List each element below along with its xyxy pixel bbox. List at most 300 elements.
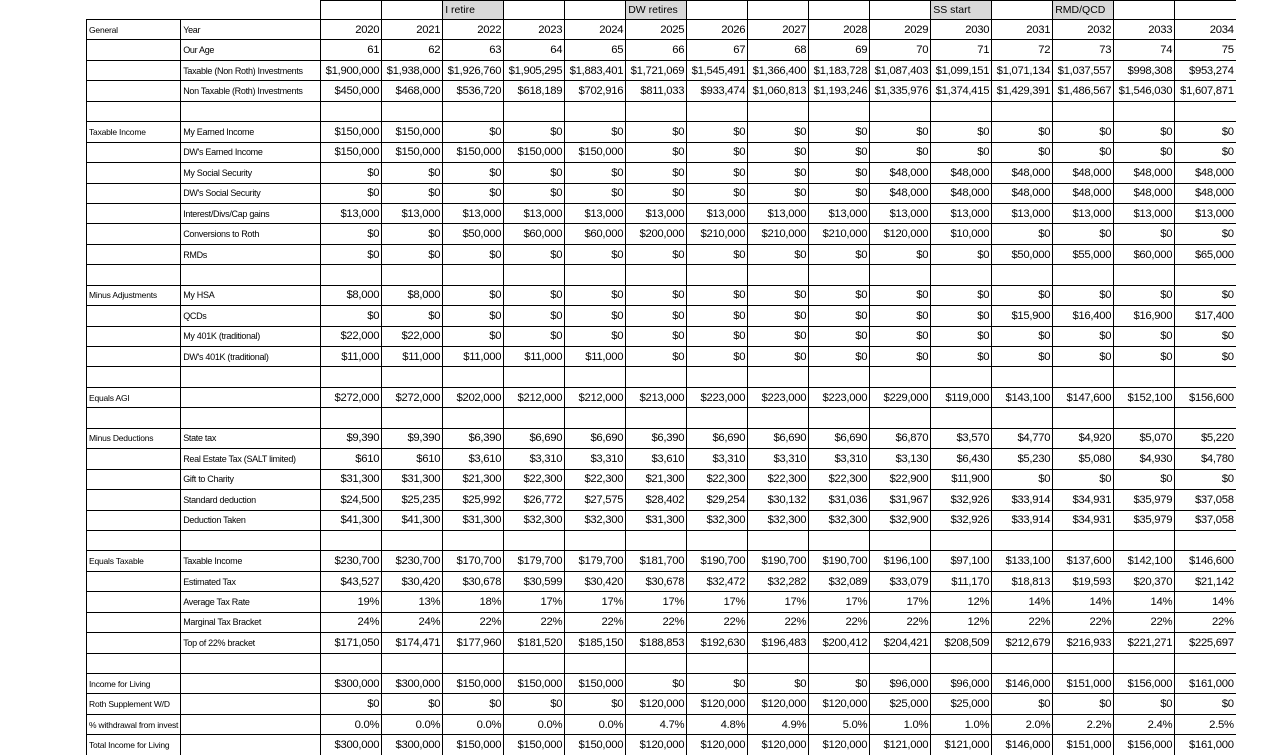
- value-cell[interactable]: $230,700: [321, 551, 382, 571]
- value-cell[interactable]: $30,599: [504, 571, 565, 591]
- value-cell[interactable]: $610: [382, 449, 443, 469]
- empty-cell[interactable]: [321, 530, 382, 550]
- empty-cell[interactable]: [181, 265, 321, 285]
- value-cell[interactable]: $1,905,295: [504, 60, 565, 80]
- value-cell[interactable]: $16,900: [1114, 306, 1175, 326]
- section-label-cell[interactable]: [87, 306, 181, 326]
- value-cell[interactable]: $30,132: [748, 490, 809, 510]
- value-cell[interactable]: 18%: [443, 592, 504, 612]
- section-label-cell[interactable]: [87, 183, 181, 203]
- value-cell[interactable]: $0: [1114, 122, 1175, 142]
- value-cell[interactable]: $210,000: [809, 224, 870, 244]
- value-cell[interactable]: $24,500: [321, 490, 382, 510]
- value-cell[interactable]: 22%: [687, 612, 748, 632]
- empty-cell[interactable]: [321, 265, 382, 285]
- value-cell[interactable]: $0: [382, 244, 443, 264]
- value-cell[interactable]: $0: [321, 224, 382, 244]
- header-empty-cell[interactable]: [992, 1, 1053, 20]
- row-label-cell[interactable]: Year: [181, 20, 321, 40]
- value-cell[interactable]: $0: [870, 306, 931, 326]
- value-cell[interactable]: $121,000: [931, 735, 992, 755]
- value-cell[interactable]: $0: [870, 244, 931, 264]
- value-cell[interactable]: $35,979: [1114, 510, 1175, 530]
- value-cell[interactable]: 22%: [443, 612, 504, 632]
- empty-cell[interactable]: [870, 265, 931, 285]
- value-cell[interactable]: 72: [992, 40, 1053, 60]
- value-cell[interactable]: 22%: [870, 612, 931, 632]
- value-cell[interactable]: $35,979: [1114, 490, 1175, 510]
- value-cell[interactable]: 71: [931, 40, 992, 60]
- value-cell[interactable]: $3,570: [931, 428, 992, 448]
- value-cell[interactable]: $41,300: [321, 510, 382, 530]
- empty-cell[interactable]: [687, 101, 748, 121]
- empty-cell[interactable]: [321, 101, 382, 121]
- row-label-cell[interactable]: Conversions to Roth: [181, 224, 321, 244]
- value-cell[interactable]: $0: [809, 244, 870, 264]
- value-cell[interactable]: $22,300: [809, 469, 870, 489]
- value-cell[interactable]: 2028: [809, 20, 870, 40]
- value-cell[interactable]: 63: [443, 40, 504, 60]
- value-cell[interactable]: $200,000: [626, 224, 687, 244]
- row-label-cell[interactable]: Gift to Charity: [181, 469, 321, 489]
- value-cell[interactable]: $610: [321, 449, 382, 469]
- value-cell[interactable]: $5,070: [1114, 428, 1175, 448]
- row-label-cell[interactable]: DW's Earned Income: [181, 142, 321, 162]
- value-cell[interactable]: 0.0%: [382, 714, 443, 734]
- value-cell[interactable]: $300,000: [382, 735, 443, 755]
- value-cell[interactable]: $156,600: [1175, 387, 1236, 407]
- value-cell[interactable]: $6,690: [687, 428, 748, 448]
- value-cell[interactable]: $468,000: [382, 81, 443, 101]
- value-cell[interactable]: $0: [1175, 285, 1236, 305]
- value-cell[interactable]: 0.0%: [565, 714, 626, 734]
- empty-cell[interactable]: [181, 367, 321, 387]
- value-cell[interactable]: $1,183,728: [809, 60, 870, 80]
- value-cell[interactable]: 17%: [809, 592, 870, 612]
- empty-cell[interactable]: [181, 101, 321, 121]
- value-cell[interactable]: $1,883,401: [565, 60, 626, 80]
- value-cell[interactable]: $11,000: [504, 347, 565, 367]
- milestone-note-cell[interactable]: SS start: [931, 1, 992, 20]
- value-cell[interactable]: 22%: [809, 612, 870, 632]
- empty-cell[interactable]: [382, 653, 443, 673]
- value-cell[interactable]: $0: [687, 285, 748, 305]
- header-empty-cell[interactable]: [321, 1, 382, 20]
- value-cell[interactable]: 17%: [504, 592, 565, 612]
- value-cell[interactable]: $0: [809, 674, 870, 694]
- value-cell[interactable]: $0: [687, 674, 748, 694]
- value-cell[interactable]: 73: [1053, 40, 1114, 60]
- value-cell[interactable]: $50,000: [992, 244, 1053, 264]
- value-cell[interactable]: $120,000: [626, 694, 687, 714]
- value-cell[interactable]: $190,700: [809, 551, 870, 571]
- value-cell[interactable]: $0: [687, 244, 748, 264]
- empty-cell[interactable]: [565, 101, 626, 121]
- row-label-cell[interactable]: Deduction Taken: [181, 510, 321, 530]
- value-cell[interactable]: $177,960: [443, 633, 504, 653]
- empty-cell[interactable]: [443, 408, 504, 428]
- value-cell[interactable]: $0: [809, 347, 870, 367]
- value-cell[interactable]: $0: [565, 163, 626, 183]
- value-cell[interactable]: 2.4%: [1114, 714, 1175, 734]
- empty-cell[interactable]: [687, 265, 748, 285]
- value-cell[interactable]: $13,000: [504, 203, 565, 223]
- value-cell[interactable]: 2034: [1175, 20, 1236, 40]
- value-cell[interactable]: 22%: [504, 612, 565, 632]
- value-cell[interactable]: $30,678: [626, 571, 687, 591]
- empty-cell[interactable]: [1053, 530, 1114, 550]
- value-cell[interactable]: $31,300: [443, 510, 504, 530]
- empty-cell[interactable]: [1053, 265, 1114, 285]
- empty-cell[interactable]: [687, 530, 748, 550]
- empty-cell[interactable]: [1114, 101, 1175, 121]
- section-label-cell[interactable]: [87, 40, 181, 60]
- empty-cell[interactable]: [870, 408, 931, 428]
- section-label-cell[interactable]: Roth Supplement W/D: [87, 694, 181, 714]
- empty-cell[interactable]: [992, 530, 1053, 550]
- value-cell[interactable]: $150,000: [504, 674, 565, 694]
- value-cell[interactable]: $0: [992, 347, 1053, 367]
- value-cell[interactable]: $0: [931, 347, 992, 367]
- empty-cell[interactable]: [382, 367, 443, 387]
- value-cell[interactable]: $13,000: [626, 203, 687, 223]
- value-cell[interactable]: $21,142: [1175, 571, 1236, 591]
- value-cell[interactable]: 4.9%: [748, 714, 809, 734]
- section-label-cell[interactable]: Income for Living: [87, 674, 181, 694]
- header-empty-cell[interactable]: [687, 1, 748, 20]
- value-cell[interactable]: $0: [565, 326, 626, 346]
- value-cell[interactable]: $32,300: [748, 510, 809, 530]
- value-cell[interactable]: $0: [870, 122, 931, 142]
- value-cell[interactable]: $1,546,030: [1114, 81, 1175, 101]
- empty-cell[interactable]: [504, 530, 565, 550]
- empty-cell[interactable]: [1175, 530, 1236, 550]
- value-cell[interactable]: $32,900: [870, 510, 931, 530]
- value-cell[interactable]: $3,310: [748, 449, 809, 469]
- value-cell[interactable]: $142,100: [1114, 551, 1175, 571]
- value-cell[interactable]: $22,300: [504, 469, 565, 489]
- value-cell[interactable]: $13,000: [382, 203, 443, 223]
- empty-cell[interactable]: [626, 101, 687, 121]
- value-cell[interactable]: $0: [687, 142, 748, 162]
- value-cell[interactable]: $10,000: [931, 224, 992, 244]
- empty-cell[interactable]: [992, 101, 1053, 121]
- value-cell[interactable]: 0.0%: [504, 714, 565, 734]
- value-cell[interactable]: $0: [626, 326, 687, 346]
- empty-cell[interactable]: [87, 530, 181, 550]
- empty-cell[interactable]: [992, 653, 1053, 673]
- value-cell[interactable]: 12%: [931, 592, 992, 612]
- value-cell[interactable]: 70: [870, 40, 931, 60]
- empty-cell[interactable]: [992, 367, 1053, 387]
- value-cell[interactable]: $0: [504, 183, 565, 203]
- value-cell[interactable]: $6,390: [626, 428, 687, 448]
- value-cell[interactable]: $192,630: [687, 633, 748, 653]
- value-cell[interactable]: $32,300: [504, 510, 565, 530]
- value-cell[interactable]: $0: [1175, 326, 1236, 346]
- value-cell[interactable]: $17,400: [1175, 306, 1236, 326]
- row-label-cell[interactable]: Taxable Income: [181, 551, 321, 571]
- value-cell[interactable]: $143,100: [992, 387, 1053, 407]
- section-label-cell[interactable]: [87, 244, 181, 264]
- value-cell[interactable]: 22%: [992, 612, 1053, 632]
- section-label-cell[interactable]: Minus Deductions: [87, 428, 181, 448]
- value-cell[interactable]: $0: [1175, 469, 1236, 489]
- value-cell[interactable]: $0: [504, 285, 565, 305]
- value-cell[interactable]: $25,000: [931, 694, 992, 714]
- header-empty-cell[interactable]: [1114, 1, 1175, 20]
- section-label-cell[interactable]: [87, 592, 181, 612]
- value-cell[interactable]: $41,300: [382, 510, 443, 530]
- empty-cell[interactable]: [443, 265, 504, 285]
- value-cell[interactable]: $18,813: [992, 571, 1053, 591]
- value-cell[interactable]: 22%: [1114, 612, 1175, 632]
- value-cell[interactable]: $0: [504, 244, 565, 264]
- value-cell[interactable]: $8,000: [321, 285, 382, 305]
- value-cell[interactable]: 5.0%: [809, 714, 870, 734]
- section-label-cell[interactable]: General: [87, 20, 181, 40]
- value-cell[interactable]: $0: [870, 285, 931, 305]
- value-cell[interactable]: $120,000: [687, 735, 748, 755]
- value-cell[interactable]: $0: [626, 306, 687, 326]
- empty-cell[interactable]: [992, 408, 1053, 428]
- section-label-cell[interactable]: [87, 203, 181, 223]
- value-cell[interactable]: $22,300: [687, 469, 748, 489]
- value-cell[interactable]: $208,509: [931, 633, 992, 653]
- empty-cell[interactable]: [443, 367, 504, 387]
- value-cell[interactable]: $11,900: [931, 469, 992, 489]
- value-cell[interactable]: $0: [992, 142, 1053, 162]
- row-label-cell[interactable]: Average Tax Rate: [181, 592, 321, 612]
- value-cell[interactable]: 62: [382, 40, 443, 60]
- value-cell[interactable]: $48,000: [931, 163, 992, 183]
- value-cell[interactable]: $0: [687, 326, 748, 346]
- value-cell[interactable]: $60,000: [1114, 244, 1175, 264]
- value-cell[interactable]: $0: [1114, 285, 1175, 305]
- value-cell[interactable]: $1,900,000: [321, 60, 382, 80]
- value-cell[interactable]: $0: [1053, 122, 1114, 142]
- row-label-cell[interactable]: DW's 401K (traditional): [181, 347, 321, 367]
- empty-cell[interactable]: [870, 101, 931, 121]
- value-cell[interactable]: 2021: [382, 20, 443, 40]
- value-cell[interactable]: $0: [626, 347, 687, 367]
- row-label-cell[interactable]: My Earned Income: [181, 122, 321, 142]
- value-cell[interactable]: $210,000: [748, 224, 809, 244]
- empty-cell[interactable]: [687, 653, 748, 673]
- value-cell[interactable]: $953,274: [1175, 60, 1236, 80]
- value-cell[interactable]: 2027: [748, 20, 809, 40]
- value-cell[interactable]: $6,690: [565, 428, 626, 448]
- value-cell[interactable]: $0: [504, 163, 565, 183]
- value-cell[interactable]: $5,220: [1175, 428, 1236, 448]
- value-cell[interactable]: 17%: [626, 592, 687, 612]
- value-cell[interactable]: $0: [1114, 469, 1175, 489]
- value-cell[interactable]: $0: [1114, 142, 1175, 162]
- value-cell[interactable]: 65: [565, 40, 626, 60]
- empty-cell[interactable]: [565, 408, 626, 428]
- value-cell[interactable]: $170,700: [443, 551, 504, 571]
- value-cell[interactable]: $120,000: [748, 735, 809, 755]
- value-cell[interactable]: 22%: [1175, 612, 1236, 632]
- value-cell[interactable]: $8,000: [382, 285, 443, 305]
- value-cell[interactable]: $0: [321, 183, 382, 203]
- value-cell[interactable]: 2032: [1053, 20, 1114, 40]
- value-cell[interactable]: $196,483: [748, 633, 809, 653]
- empty-cell[interactable]: [1114, 367, 1175, 387]
- value-cell[interactable]: $0: [748, 122, 809, 142]
- value-cell[interactable]: $0: [748, 306, 809, 326]
- value-cell[interactable]: 2029: [870, 20, 931, 40]
- value-cell[interactable]: $190,700: [748, 551, 809, 571]
- empty-cell[interactable]: [321, 653, 382, 673]
- empty-cell[interactable]: [565, 530, 626, 550]
- row-label-cell[interactable]: DW's Social Security: [181, 183, 321, 203]
- value-cell[interactable]: $31,300: [321, 469, 382, 489]
- value-cell[interactable]: $13,000: [1053, 203, 1114, 223]
- row-label-cell[interactable]: Non Taxable (Roth) Investments: [181, 81, 321, 101]
- empty-cell[interactable]: [504, 408, 565, 428]
- value-cell[interactable]: $0: [443, 244, 504, 264]
- empty-cell[interactable]: [1175, 408, 1236, 428]
- empty-cell[interactable]: [1175, 653, 1236, 673]
- value-cell[interactable]: 2020: [321, 20, 382, 40]
- value-cell[interactable]: $147,600: [1053, 387, 1114, 407]
- value-cell[interactable]: $185,150: [565, 633, 626, 653]
- value-cell[interactable]: $1,926,760: [443, 60, 504, 80]
- milestone-note-cell[interactable]: DW retires: [626, 1, 687, 20]
- empty-cell[interactable]: [1175, 265, 1236, 285]
- value-cell[interactable]: $97,100: [931, 551, 992, 571]
- value-cell[interactable]: 2.5%: [1175, 714, 1236, 734]
- header-empty-cell[interactable]: [382, 1, 443, 20]
- row-label-cell[interactable]: QCDs: [181, 306, 321, 326]
- value-cell[interactable]: $216,933: [1053, 633, 1114, 653]
- value-cell[interactable]: $48,000: [1053, 163, 1114, 183]
- row-label-cell[interactable]: [181, 694, 321, 714]
- value-cell[interactable]: $161,000: [1175, 674, 1236, 694]
- empty-cell[interactable]: [626, 408, 687, 428]
- empty-cell[interactable]: [443, 101, 504, 121]
- value-cell[interactable]: $32,300: [565, 510, 626, 530]
- row-label-cell[interactable]: Interest/Divs/Cap gains: [181, 203, 321, 223]
- value-cell[interactable]: $0: [382, 224, 443, 244]
- value-cell[interactable]: 2022: [443, 20, 504, 40]
- value-cell[interactable]: $0: [443, 694, 504, 714]
- value-cell[interactable]: 68: [748, 40, 809, 60]
- row-label-cell[interactable]: Standard deduction: [181, 490, 321, 510]
- section-label-cell[interactable]: [87, 142, 181, 162]
- row-label-cell[interactable]: RMDs: [181, 244, 321, 264]
- value-cell[interactable]: $0: [687, 183, 748, 203]
- value-cell[interactable]: $13,000: [443, 203, 504, 223]
- section-label-cell[interactable]: [87, 612, 181, 632]
- value-cell[interactable]: $0: [1175, 694, 1236, 714]
- value-cell[interactable]: $1,335,976: [870, 81, 931, 101]
- header-empty-cell[interactable]: [181, 1, 321, 20]
- section-label-cell[interactable]: % withdrawal from invest: [87, 714, 181, 734]
- value-cell[interactable]: $43,527: [321, 571, 382, 591]
- value-cell[interactable]: 2.2%: [1053, 714, 1114, 734]
- empty-cell[interactable]: [809, 265, 870, 285]
- value-cell[interactable]: $0: [1175, 224, 1236, 244]
- value-cell[interactable]: $4,770: [992, 428, 1053, 448]
- value-cell[interactable]: $11,000: [321, 347, 382, 367]
- empty-cell[interactable]: [1114, 653, 1175, 673]
- value-cell[interactable]: $0: [748, 163, 809, 183]
- empty-cell[interactable]: [382, 265, 443, 285]
- value-cell[interactable]: $0: [1053, 285, 1114, 305]
- value-cell[interactable]: $0: [748, 347, 809, 367]
- value-cell[interactable]: $150,000: [504, 142, 565, 162]
- value-cell[interactable]: $196,100: [870, 551, 931, 571]
- value-cell[interactable]: 14%: [1053, 592, 1114, 612]
- value-cell[interactable]: $0: [748, 183, 809, 203]
- section-label-cell[interactable]: [87, 633, 181, 653]
- value-cell[interactable]: $0: [992, 224, 1053, 244]
- value-cell[interactable]: $55,000: [1053, 244, 1114, 264]
- value-cell[interactable]: 2026: [687, 20, 748, 40]
- value-cell[interactable]: 67: [687, 40, 748, 60]
- value-cell[interactable]: $0: [443, 306, 504, 326]
- value-cell[interactable]: 22%: [626, 612, 687, 632]
- value-cell[interactable]: $48,000: [931, 183, 992, 203]
- value-cell[interactable]: $0: [1114, 224, 1175, 244]
- value-cell[interactable]: $300,000: [382, 674, 443, 694]
- value-cell[interactable]: $0: [321, 244, 382, 264]
- value-cell[interactable]: $4,930: [1114, 449, 1175, 469]
- value-cell[interactable]: $48,000: [1053, 183, 1114, 203]
- value-cell[interactable]: $0: [809, 183, 870, 203]
- value-cell[interactable]: $5,230: [992, 449, 1053, 469]
- value-cell[interactable]: 2033: [1114, 20, 1175, 40]
- value-cell[interactable]: $0: [687, 347, 748, 367]
- value-cell[interactable]: $150,000: [382, 122, 443, 142]
- value-cell[interactable]: $146,000: [992, 674, 1053, 694]
- header-empty-cell[interactable]: [565, 1, 626, 20]
- value-cell[interactable]: $204,421: [870, 633, 931, 653]
- empty-cell[interactable]: [321, 367, 382, 387]
- value-cell[interactable]: $0: [1053, 142, 1114, 162]
- value-cell[interactable]: $174,471: [382, 633, 443, 653]
- value-cell[interactable]: $13,000: [321, 203, 382, 223]
- value-cell[interactable]: $33,914: [992, 510, 1053, 530]
- value-cell[interactable]: $3,310: [809, 449, 870, 469]
- value-cell[interactable]: $6,690: [504, 428, 565, 448]
- empty-cell[interactable]: [748, 265, 809, 285]
- empty-cell[interactable]: [1053, 408, 1114, 428]
- value-cell[interactable]: $20,370: [1114, 571, 1175, 591]
- value-cell[interactable]: $933,474: [687, 81, 748, 101]
- value-cell[interactable]: 74: [1114, 40, 1175, 60]
- empty-cell[interactable]: [504, 653, 565, 673]
- value-cell[interactable]: $21,300: [443, 469, 504, 489]
- row-label-cell[interactable]: My HSA: [181, 285, 321, 305]
- value-cell[interactable]: $272,000: [382, 387, 443, 407]
- value-cell[interactable]: $0: [992, 326, 1053, 346]
- value-cell[interactable]: $0: [443, 122, 504, 142]
- value-cell[interactable]: $0: [626, 142, 687, 162]
- value-cell[interactable]: $221,271: [1114, 633, 1175, 653]
- value-cell[interactable]: $13,000: [931, 203, 992, 223]
- value-cell[interactable]: $0: [931, 285, 992, 305]
- value-cell[interactable]: $5,080: [1053, 449, 1114, 469]
- value-cell[interactable]: $151,000: [1053, 735, 1114, 755]
- empty-cell[interactable]: [626, 265, 687, 285]
- empty-cell[interactable]: [931, 101, 992, 121]
- row-label-cell[interactable]: My Social Security: [181, 163, 321, 183]
- empty-cell[interactable]: [748, 408, 809, 428]
- value-cell[interactable]: $0: [321, 306, 382, 326]
